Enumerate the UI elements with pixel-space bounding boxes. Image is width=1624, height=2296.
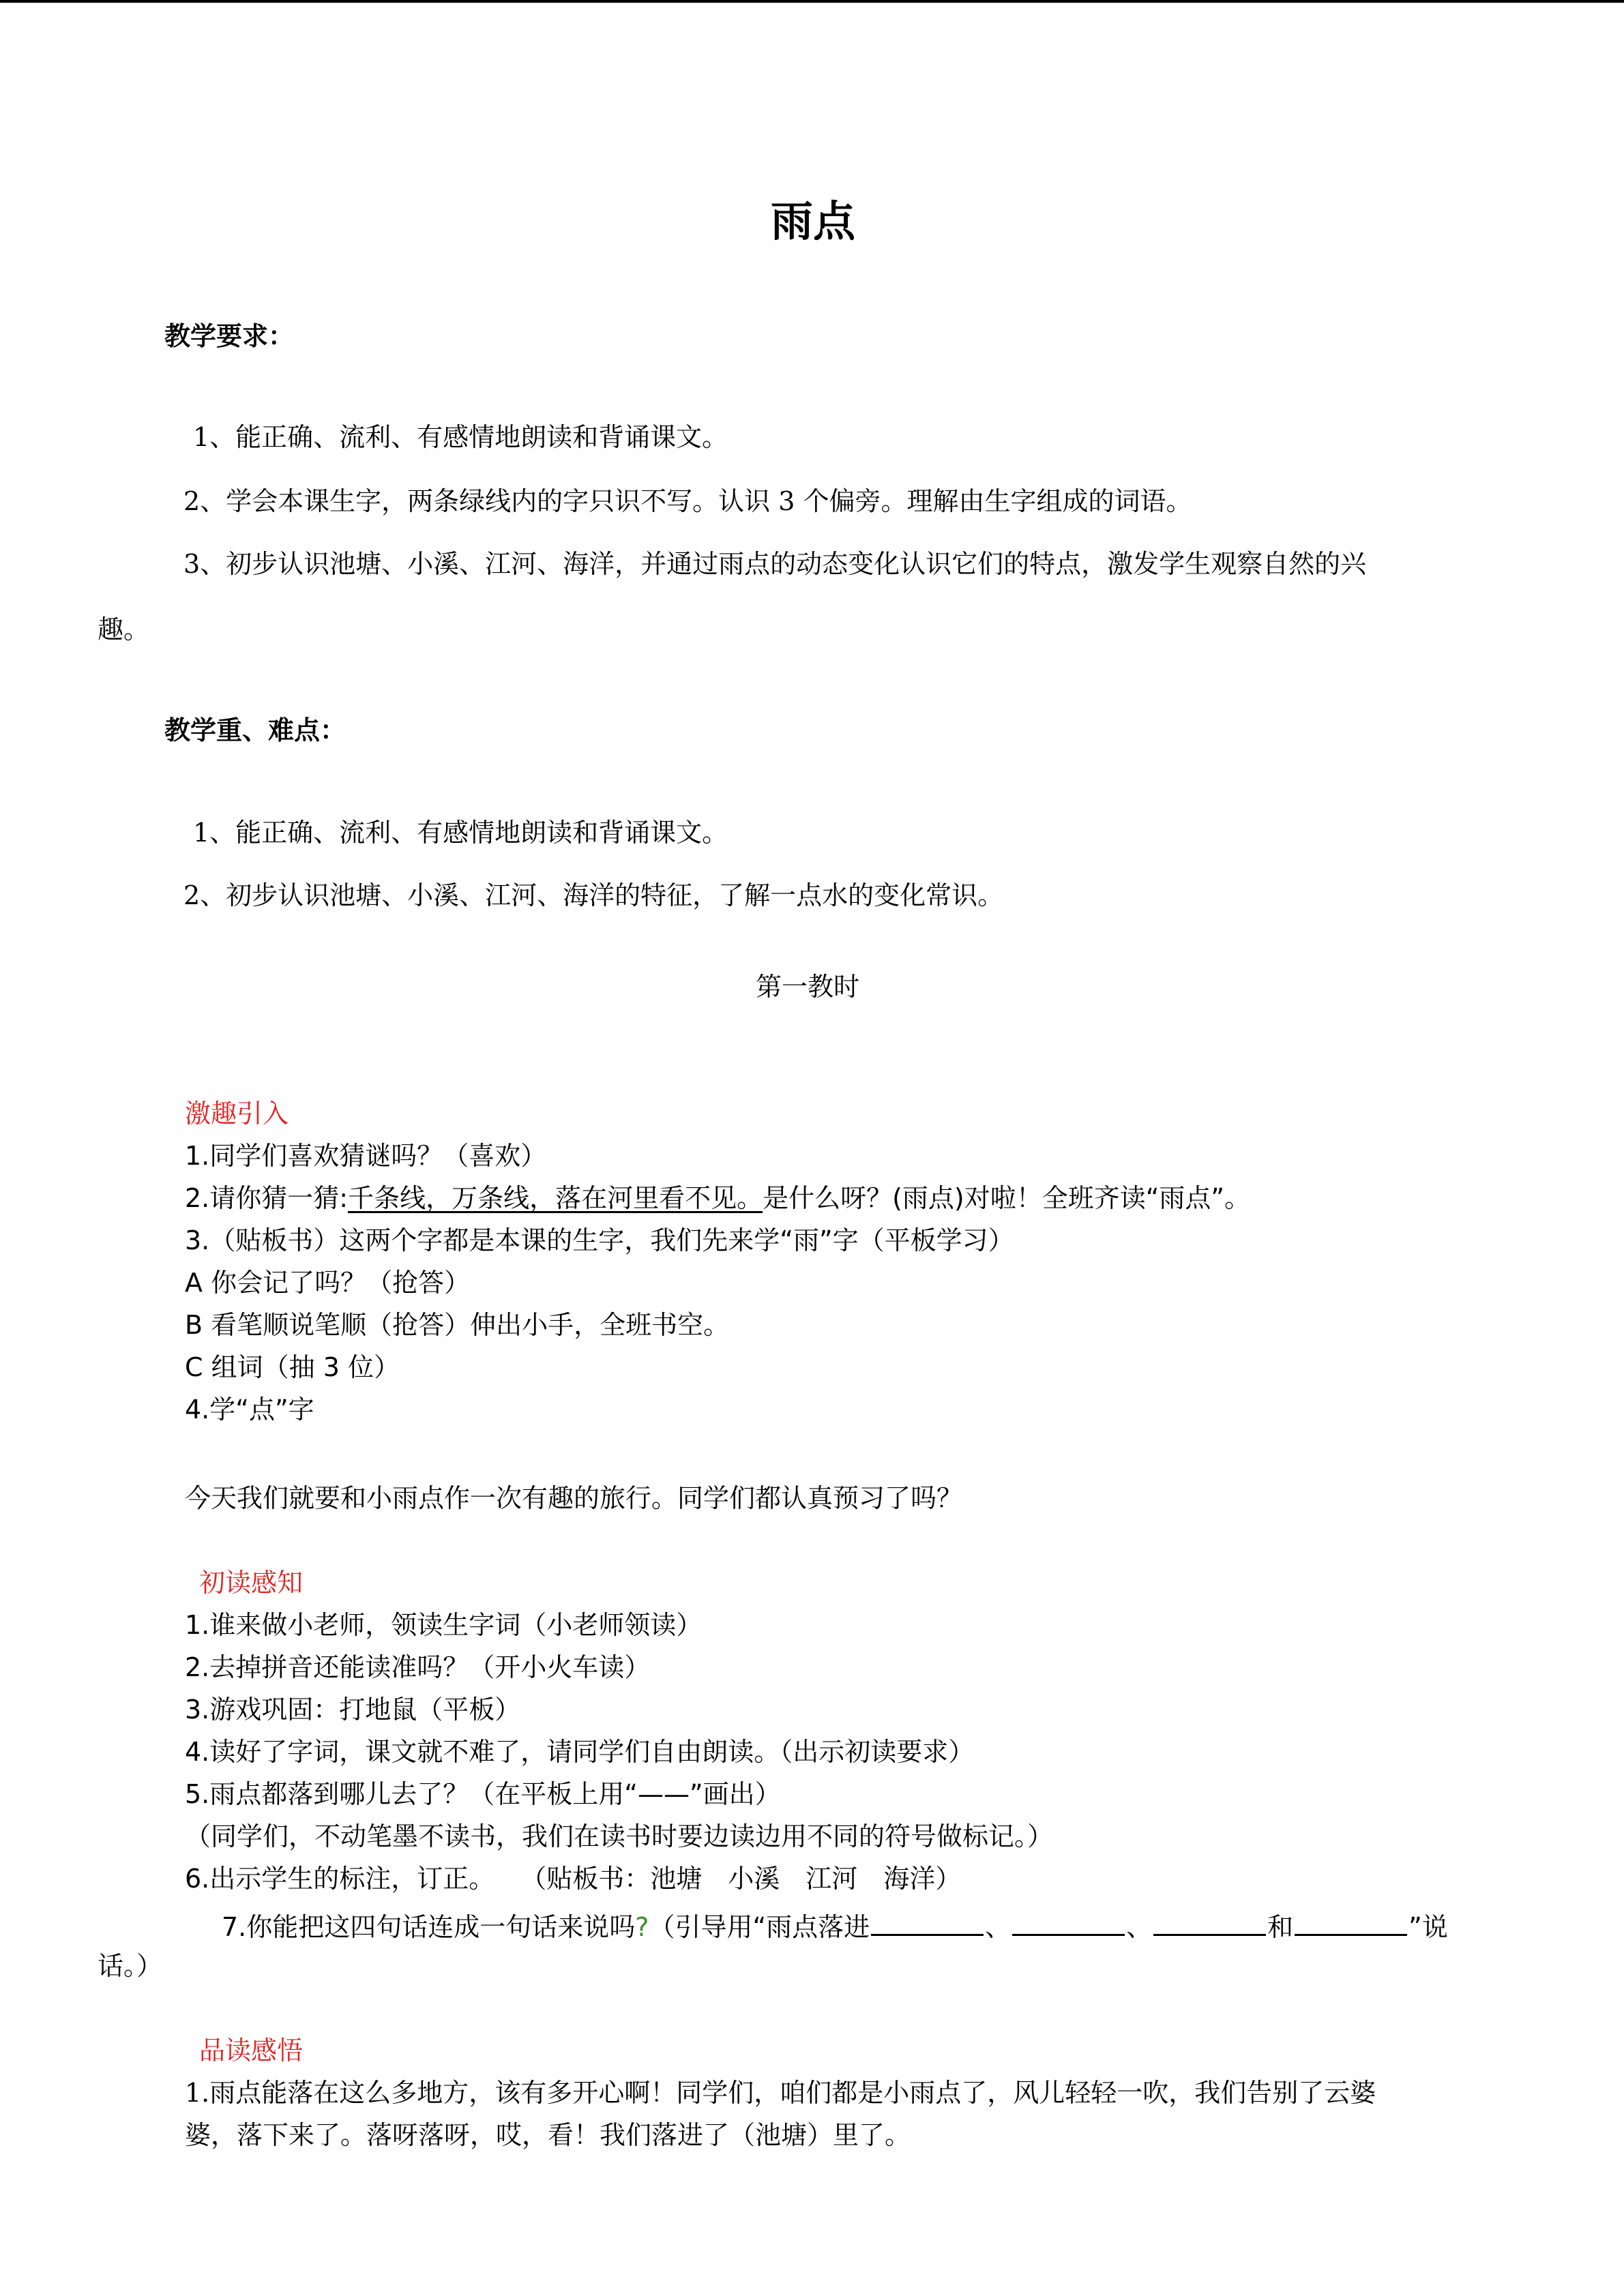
separator-1: 、 <box>985 1912 1012 1942</box>
section2-heading: 初读感知 <box>199 1568 304 1598</box>
section1-line-2-prefix: 2.请你猜一猜: <box>185 1183 349 1213</box>
section1-heading: 激趣引入 <box>185 1099 289 1129</box>
section1-line-b: B 看笔顺说笔顺（抢答）伸出小手，全班书空。 <box>185 1310 730 1340</box>
section2-line-6: 6.出示学生的标注，订正。 （贴板书：池塘 小溪 江河 海洋） <box>185 1864 962 1894</box>
section2-line-5: 5.雨点都落到哪儿去了？（在平板上用“——”画出） <box>185 1779 781 1809</box>
section1-transition: 今天我们就要和小雨点作一次有趣的旅行。同学们都认真预习了吗？ <box>185 1483 963 1513</box>
document-title: 雨点 <box>771 196 856 246</box>
section2-line-1: 1.谁来做小老师，领读生字词（小老师领读） <box>185 1610 703 1640</box>
section2-line-7-continued: 话。） <box>98 1951 163 1981</box>
section2-line-4: 4.读好了字词，课文就不难了，请同学们自由朗读。（出示初读要求） <box>185 1737 975 1767</box>
key-point-item-2: 2、初步认识池塘、小溪、江河、海洋的特征，了解一点水的变化常识。 <box>183 880 1004 910</box>
question-mark: ? <box>635 1912 649 1942</box>
riddle-underlined-text: 千条线，万条线，落在河里看不见。 <box>348 1183 763 1213</box>
section1-line-3: 3.（贴板书）这两个字都是本课的生字，我们先来学“雨”字（平板学习） <box>185 1225 1014 1255</box>
key-point-item-1: 1、能正确、流利、有感情地朗读和背诵课文。 <box>193 818 728 848</box>
section1-line-1: 1.同学们喜欢猜谜吗？（喜欢） <box>185 1141 547 1171</box>
section2-line-7-text: 7.你能把这四句话连成一句话来说吗 <box>222 1912 636 1942</box>
section2-line-5-note: （同学们，不动笔墨不读书，我们在读书时要边读边用不同的符号做标记。） <box>185 1821 1054 1851</box>
requirement-item-1: 1、能正确、流利、有感情地朗读和背诵课文。 <box>193 422 728 452</box>
requirement-item-2: 2、学会本课生字，两条绿线内的字只识不写。认识 3 个偏旁。理解由生字组成的词语。 <box>183 486 1192 516</box>
section3-heading: 品读感悟 <box>199 2036 304 2066</box>
key-points-heading: 教学重、难点： <box>164 715 346 745</box>
fill-blank-1 <box>871 1908 984 1936</box>
conjunction-and: 和 <box>1267 1912 1294 1942</box>
requirement-item-3-continued: 趣。 <box>98 614 150 644</box>
requirement-item-3: 3、初步认识池塘、小溪、江河、海洋，并通过雨点的动态变化认识它们的特点，激发学生观察自然的兴 <box>183 549 1367 579</box>
section3-line-1: 1.雨点能落在这么多地方，该有多开心啊！同学们，咱们都是小雨点了，风儿轻轻一吹，我们告别了云婆 <box>185 2078 1376 2108</box>
section2-line-7-end: ”说 <box>1408 1912 1448 1942</box>
section2-line-7-prompt: （引导用“雨点落进 <box>649 1912 870 1942</box>
page-top-border <box>0 0 1624 3</box>
section1-line-c: C 组词（抽 3 位） <box>185 1352 400 1382</box>
section2-line-3: 3.游戏巩固：打地鼠（平板） <box>185 1695 521 1725</box>
section1-line-2 <box>185 1185 1250 1211</box>
section2-line-7 <box>222 1908 1448 1940</box>
section1-line-a: A 你会记了吗？（抢答） <box>185 1268 471 1298</box>
fill-blank-2 <box>1012 1908 1125 1936</box>
lesson-label: 第一教时 <box>756 972 860 1002</box>
fill-blank-4 <box>1295 1908 1407 1936</box>
section1-line-2-suffix: 是什么呀？(雨点)对啦！全班齐读“雨点”。 <box>763 1183 1251 1213</box>
section2-line-2: 2.去掉拼音还能读准吗？（开小火车读） <box>185 1652 651 1682</box>
separator-2: 、 <box>1126 1912 1153 1942</box>
section1-line-4: 4.学“点”字 <box>185 1395 314 1425</box>
section3-line-1-continued: 婆，落下来了。落呀落呀，哎，看！我们落进了（池塘）里了。 <box>185 2120 911 2150</box>
fill-blank-3 <box>1153 1908 1266 1936</box>
requirements-heading: 教学要求： <box>164 320 295 351</box>
